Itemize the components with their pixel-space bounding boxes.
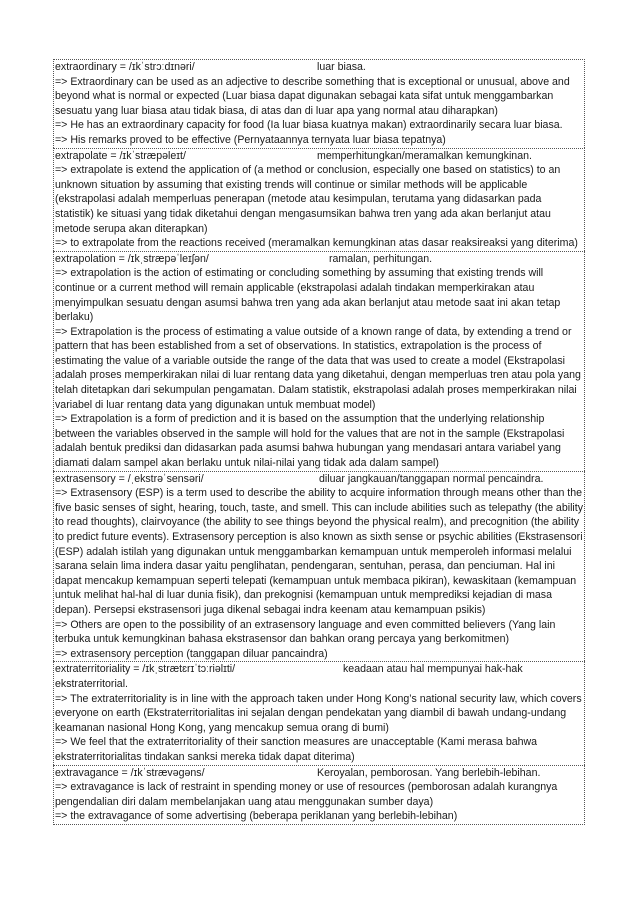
entry-line: => the extravagance of some advertising (beberapa periklanan yang berlebih-lebihan) (55, 810, 458, 823)
entry-line: => He has an extraordinary capacity for food (Ia luar biasa kuatnya makan) extraordinarily secara luar biasa. (55, 119, 563, 132)
entry-extraterritoriality (53, 661, 585, 764)
entry-meaning: diluar jangkauan/tanggapan normal pencaindra. (319, 472, 544, 485)
dictionary-document (53, 59, 585, 825)
entry-extrapolation (53, 251, 585, 471)
entry-term: extrapolate = /ɪkˈstræpəleɪt/ (55, 149, 186, 162)
entry-line: => Others are open to the possibility of an extrasensory language and even committed believers (Yang lain terbuka untuk kemungkinan bahasa ekstrasensor dan bahkan orang percaya yang berkomitmen) (55, 618, 556, 646)
entry-line: => to extrapolate from the reactions received (meramalkan kemungkinan atas dasar reaksireaksi yang diterima) (55, 237, 578, 250)
entry-meaning: luar biasa. (317, 61, 366, 73)
entry-line: => His remarks proved to be effective (Pernyataannya ternyata luar biasa tepatnya) (55, 133, 446, 146)
entry-term: extraordinary = /ɪkˈstrɔːdɪnəri/ (55, 61, 195, 73)
entry-line: => Extrapolation is the process of estimating a value outside of a known range of data, by extending a trend or pattern that has been established from a set of observations. In statistics, extrapolation is the process of estimating the value of a variable outside the range of the data that was used to create a model (Ekstrapolasi adalah proses memperkirakan nilai di luar rentang data yang diketahui, dengan memperluas tren atau pola yang telah ditetapkan dari sekumpulan pengamatan. Dalam statistik, ekstrapolasi adalah proses memperkirakan nilai variabel di luar rentang data yang digunakan untuk membuat model) (55, 325, 581, 411)
entry-line: => extrasensory perception (tanggapan diluar pancaindra) (55, 647, 328, 660)
entry-extraordinary (53, 59, 585, 148)
entry-term: extraterritoriality = /ɪkˌstrætɛrɪˈtɔːriəlɪti/ (55, 663, 236, 676)
entry-line: => Extraordinary can be used as an adjective to describe something that is exceptional or unusual, above and beyond what is normal or expected (Luar biasa dapat digunakan sebagai kata sifat untuk menggambarkan sesuatu yang luar biasa atau tidak biasa, di atas dan di luar apa yang normal atau diharapkan) (55, 75, 570, 117)
entry-line: => We feel that the extraterritoriality of their sanction measures are unacceptable (Kami merasa bahwa ekstraterritorialitas tindakan sanksi mereka tidak dapat diterima) (55, 736, 538, 763)
entry-meaning: memperhitungkan/meramalkan kemungkinan. (317, 149, 532, 162)
entry-meaning: ramalan, perhitungan. (329, 252, 433, 265)
entry-meaning-continued: ekstraterritorial. (55, 677, 128, 690)
entry-line: => Extrapolation is a form of prediction and it is based on the assumption that the underlying relationship between the variables observed in the sample will hold for the values that are not in the sample (Ekstrapolasi adalah bentuk prediksi dan didasarkan pada asumsi bahwa hubungan yang mendasari antara variabel yang diamati dalam sampel akan berlaku untuk nilai-nilai yang tidak ada dalam sampel) (55, 413, 565, 470)
entry-extrasensory (53, 471, 585, 662)
entry-line: => Extrasensory (ESP) is a term used to describe the ability to acquire information through means other than the five basic senses of sight, hearing, touch, taste, and smell. This can include abilities such as telepathy (the ability to read thoughts), clairvoyance (the ability to see things beyond the physical realm), and precognition (the ability to predict future events). Extrasensory perception is also known as sixth sense or psychic abilities (Ekstrasensori (ESP) adalah istilah yang digunakan untuk menggambarkan kemampuan untuk memperoleh informasi melalui sarana selain lima indera dasar yaitu penglihatan, pendengaran, sentuhan, perasa, dan penciuman. Hal ini dapat mencakup kemampuan seperti telepati (kemampuan untuk membaca pikiran), kewaskitaan (kemampuan untuk melihat hal-hal di luar dunia fisik), dan prekognisi (kemampuan untuk memprediksi kejadian di masa depan). Persepsi ekstrasensori juga dikenal sebagai indra keenam atau kemampuan psikis) (55, 487, 584, 616)
entry-line: => The extraterritoriality is in line with the approach taken under Hong Kong’s national security law, which covers everyone on earth (Ekstraterritorialitas ini sejalan dengan pendekatan yang diambil di bawah undang-undang keamanan nasional Hong Kong, yang mencakup semua orang di bumi) (55, 692, 582, 734)
entry-line: => extrapolate is extend the application of (a method or conclusion, especially one based on statistics) to an unknown situation by assuming that existing trends will continue or similar methods will be applicable (ekstrapolasi adalah memperluas penerapan (metode atau kesimpulan, terutama yang didasarkan pada statistik) ke situasi yang tidak diketahui dengan mengasumsikan bahwa tren yang ada akan berlanjut atau metode serupa akan diterapkan) (55, 164, 561, 235)
entry-meaning: Keroyalan, pemborosan. Yang berlebih-lebihan. (317, 766, 541, 779)
entry-extrapolate (53, 148, 585, 251)
entry-line: => extrapolation is the action of estimating or concluding something by assuming that existing trends will continue or a current method will remain applicable (ekstrapolasi adalah tindakan memperkirakan atau menyimpulkan sesuatu dengan asumsi bahwa tren yang ada akan berlanjut atau metode saat ini akan tetap berlaku) (55, 267, 561, 324)
entry-term: extravagance = /ɪkˈstrævəgəns/ (55, 766, 205, 779)
entry-extravagance (53, 765, 585, 825)
entry-term: extrapolation = /ɪkˌstræpəˈleɪʃən/ (55, 252, 209, 265)
entry-line: => extravagance is lack of restraint in spending money or use of resources (pemborosan adalah kurangnya pengendalian diri dalam membelanjakan uang atau menggunakan sumber daya) (55, 781, 558, 808)
entry-term: extrasensory = /ˌekstrəˈsensəri/ (55, 472, 204, 485)
entry-meaning: keadaan atau hal mempunyai hak-hak (343, 663, 523, 676)
